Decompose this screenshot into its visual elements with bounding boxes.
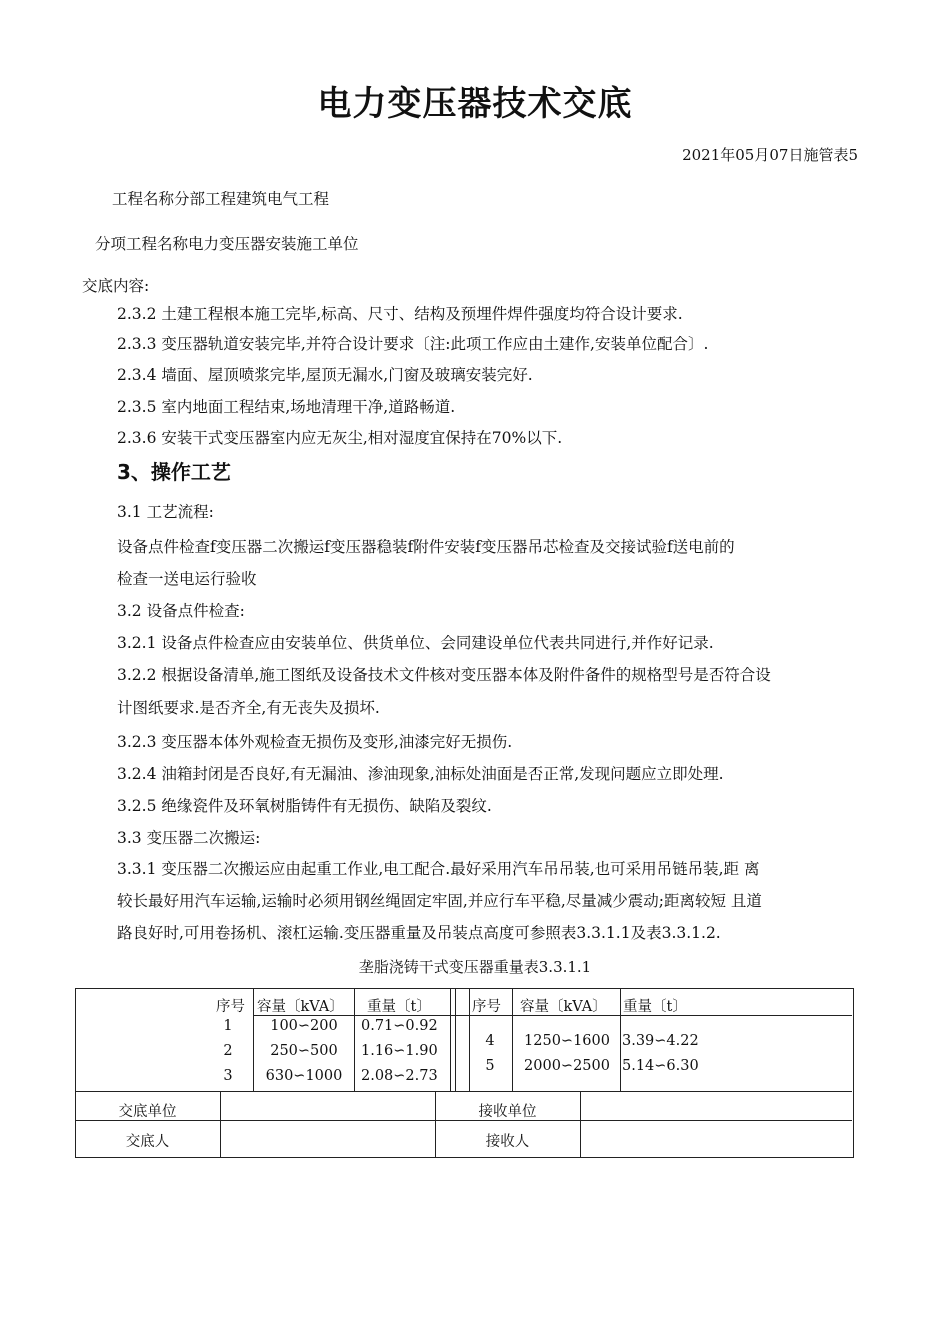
- s32-label: 3.2 设备点件检查:: [117, 602, 245, 620]
- left-row-1-seq: 1: [223, 1018, 233, 1034]
- header-capacity-right: 容量〔kVA〕: [520, 999, 607, 1015]
- right-row-2-capacity: 2000∽2500: [524, 1058, 610, 1074]
- col-line-f: [620, 988, 621, 1091]
- weight-table: [75, 988, 854, 1158]
- col-line-c: [450, 988, 451, 1091]
- right-row-2-seq: 5: [485, 1058, 495, 1074]
- table-caption: 垄脂浇铸干式变压器重量表3.3.1.1: [358, 958, 592, 976]
- s325-text: 3.2.5 绝缘瓷件及环氧树脂铸件有无损伤、缺陷及裂纹.: [117, 797, 492, 815]
- content-label: 交底内容:: [82, 277, 150, 295]
- header-seq-left: 序号: [216, 999, 245, 1015]
- s322-line-2: 计图纸要求.是否齐全,有无丧失及损坏.: [117, 699, 380, 717]
- section-3-heading: 3、操作工艺: [117, 460, 231, 484]
- signoff-line-a: [220, 1091, 221, 1157]
- s322-line-1: 3.2.2 根据设备清单,施工图纸及设备技术文件核对变压器本体及附件备件的规格型号是否符合设: [117, 666, 771, 684]
- item-2-3-4: 2.3.4 墙面、屋顶喷浆完毕,屋顶无漏水,门窗及玻璃安装完好.: [117, 366, 533, 384]
- left-row-1-weight: 0.71∽0.92: [361, 1018, 438, 1034]
- signoff-line-c: [580, 1091, 581, 1157]
- item-2-3-3: 2.3.3 变压器轨道安装完毕,并符合设计要求〔注:此项工作应由土建作,安装单位配合〕.: [117, 335, 709, 353]
- col-line-c2: [455, 988, 456, 1091]
- item-2-3-2: 2.3.2 土建工程根本施工完毕,标高、尺寸、结构及预埋件焊件强度均符合设计要求.: [117, 305, 683, 323]
- receiver-person-label: 接收人: [485, 1134, 530, 1150]
- s324-text: 3.2.4 油箱封闭是否良好,有无漏油、渗油现象,油标处油面是否正常,发现问题应立即处理.: [117, 765, 724, 783]
- left-row-3-seq: 3: [223, 1068, 233, 1084]
- page-title: 电力变压器技术交底: [317, 84, 633, 124]
- right-row-1-capacity: 1250∽1600: [524, 1033, 610, 1049]
- left-row-3-weight: 2.08∽2.73: [361, 1068, 438, 1084]
- data-signoff-divider: [75, 1091, 852, 1092]
- right-row-2-weight: 5.14∽6.30: [622, 1058, 699, 1074]
- right-row-1-weight: 3.39∽4.22: [622, 1033, 699, 1049]
- left-row-2-capacity: 250∽500: [270, 1043, 338, 1059]
- s331-line-2: 较长最好用汽车运输,运输时必须用钢丝绳固定牢固,并应行车平稳,尽量减少震动;距离较短 且道: [117, 892, 762, 910]
- col-line-d: [469, 988, 470, 1091]
- header-seq-right: 序号: [472, 999, 501, 1015]
- s31-flow-line-2: 检查一送电运行验收: [117, 570, 257, 588]
- header-weight-right: 重量〔t〕: [623, 999, 687, 1015]
- item-2-3-5: 2.3.5 室内地面工程结束,场地清理干净,道路畅道.: [117, 398, 456, 416]
- s33-label: 3.3 变压器二次搬运:: [117, 829, 261, 847]
- handover-unit-label: 交底单位: [118, 1104, 177, 1120]
- receiver-unit-label: 接收单位: [478, 1104, 537, 1120]
- left-row-2-weight: 1.16∽1.90: [361, 1043, 438, 1059]
- item-2-3-6: 2.3.6 安装干式变压器室内应无灰尘,相对湿度宜保持在70%以下.: [117, 429, 563, 447]
- col-line-a: [253, 988, 254, 1091]
- s31-label: 3.1 工艺流程:: [117, 503, 214, 521]
- project-name-line: 工程名称分部工程建筑电气工程: [112, 190, 330, 208]
- subproject-line: 分项工程名称电力变压器安装施工单位: [95, 235, 359, 253]
- handover-person-label: 交底人: [125, 1134, 170, 1150]
- header-capacity-left: 容量〔kVA〕: [257, 999, 344, 1015]
- left-row-1-capacity: 100∽200: [270, 1018, 338, 1034]
- s323-text: 3.2.3 变压器本体外观检查无损伤及变形,油漆完好无损伤.: [117, 733, 513, 751]
- col-line-e: [512, 988, 513, 1091]
- col-line-b: [354, 988, 355, 1091]
- s331-line-3: 路良好时,可用卷扬机、滚杠运输.变压器重量及吊装点高度可参照表3.3.1.1及表3.3.1.2.: [117, 924, 721, 942]
- left-row-3-capacity: 630∽1000: [265, 1068, 343, 1084]
- s321-text: 3.2.1 设备点件检查应由安装单位、供货单位、会同建设单位代表共同进行,并作好记录.: [117, 634, 714, 652]
- header-weight-left: 重量〔t〕: [367, 999, 431, 1015]
- s31-flow-line-1: 设备点件检查f变压器二次搬运f变压器稳装f附件安装f变压器吊芯检查及交接试验f送电前的: [117, 538, 735, 556]
- date-line: 2021年05月07日施管表5: [682, 146, 858, 164]
- left-row-2-seq: 2: [223, 1043, 233, 1059]
- s331-line-1: 3.3.1 变压器二次搬运应由起重工作业,电工配合.最好采用汽车吊吊装,也可采用吊链吊装,距 离: [117, 860, 760, 878]
- right-row-1-seq: 4: [485, 1033, 495, 1049]
